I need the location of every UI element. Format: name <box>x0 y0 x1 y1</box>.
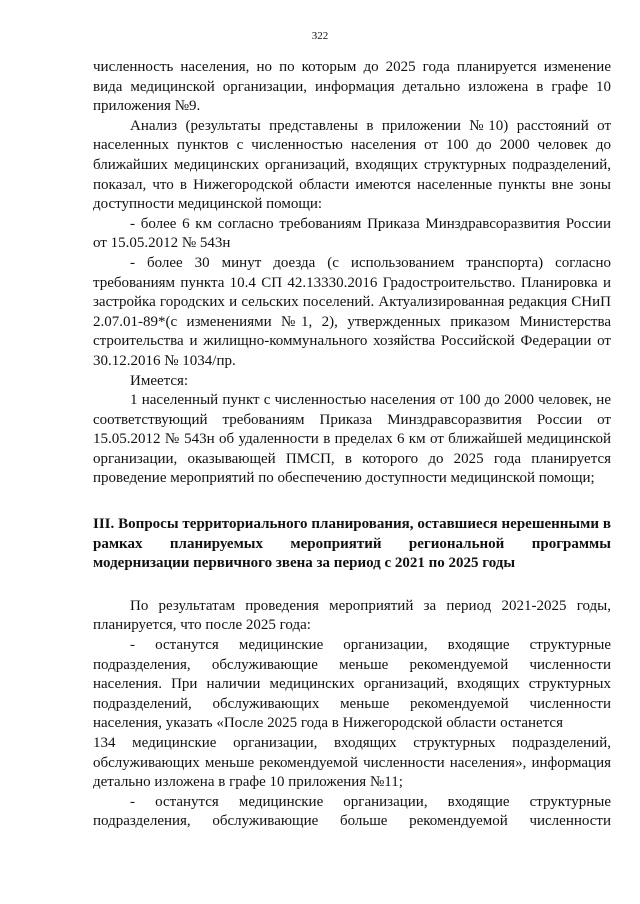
page-number: 322 <box>311 30 329 42</box>
paragraph-remaining-more: - останутся медицинские организации, входящие структурные подразделения, обслуживающие больше рекомендуемой численности <box>93 793 611 830</box>
paragraph-continuation: численность населения, но по которым до 2025 года планируется изменение вида медицинской организации, информация детально изложена в графе 10 приложения №9. <box>93 59 611 115</box>
document-body <box>93 58 611 832</box>
paragraph-results: По результатам проведения мероприятий за период 2021-2025 годы, планируется, что после 2025 года: <box>93 597 611 634</box>
paragraph-available: Имеется: <box>130 372 189 389</box>
paragraph-analysis: Анализ (результаты представлены в приложении №10) расстояний от населенных пунктов с численностью населения от 100 до 2000 человек до ближайших медицинских организаций, входящих структурных подразделений, показал, что в Нижегородской области имеются населенные пункты вне зоны доступности медицинской помощи: <box>93 117 611 213</box>
paragraph-criterion-distance: - более 6 км согласно требованиям Приказа Минздравсоразвития России от 15.05.2012 № 543н <box>93 215 611 252</box>
section-heading: III. Вопросы территориального планирования, оставшиеся нерешенными в рамках планируемых мероприятий региональной программы модернизации первичного звена за период с 2021 по 2025 годы <box>93 516 611 572</box>
paragraph-remaining-fewer-continued: 134 медицинские организации, входящих структурных подразделений, обслуживающих меньше рекомендуемой численности населения», информация детально изложена в графе 10 приложения №11; <box>93 735 611 791</box>
paragraph-remaining-fewer: - останутся медицинские организации, входящие структурные подразделения, обслуживающие меньше рекомендуемой численности населения. При наличии медицинских организаций, входящих структурных подразделений, обслуживающих меньше рекомендуемой численности населения, указать «После 2025 года в Нижегородской области останется <box>93 637 611 732</box>
paragraph-settlement: 1 населенный пункт с численностью населения от 100 до 2000 человек, не соответствующий требованиям Приказа Минздравсоразвития России от 15.05.2012 № 543н об удаленности в пределах 6 км от ближайшей медицинской организации, оказывающей ПМСП, в которого до 2025 года планируется проведение мероприятий по обеспечению доступности медицинской помощи; <box>93 392 611 487</box>
paragraph-criterion-time: - более 30 минут доезда (с использованием транспорта) согласно требованиям пункта 10.4 СП 42.13330.2016 Градостроительство. Планировка и застройка городских и сельских поселений. Актуализированная редакция СНиП 2.07.01-89*(с изменениями №1, 2), утвержденных приказом Министерства строительства и жилищно-коммунального хозяйства Российской Федерации от 30.12.2016 № 1034/пр. <box>93 254 611 369</box>
